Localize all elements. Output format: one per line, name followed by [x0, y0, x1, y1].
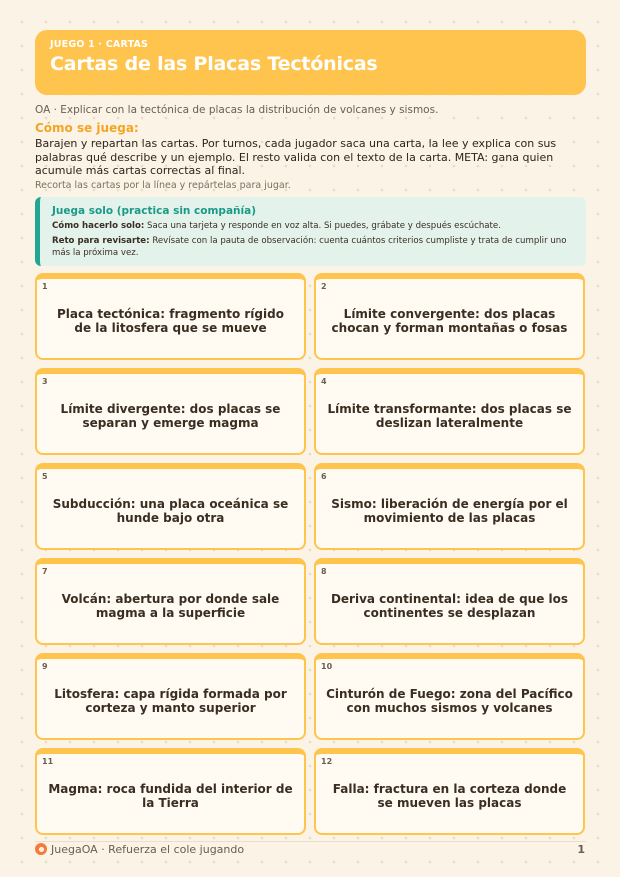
card-number: 3: [42, 377, 48, 386]
card-text: Límite convergente: dos placas chocan y forman montañas o fosas: [331, 306, 568, 335]
circle-logo-icon: [35, 843, 47, 855]
cut-note: Recorta las cartas por la línea y repártelas para jugar.: [35, 180, 291, 191]
title-banner: [35, 30, 586, 95]
card: [314, 273, 585, 360]
card-text: Deriva continental: idea de que los continentes se desplazan: [330, 591, 569, 620]
solo-play-box: [35, 197, 586, 266]
card: [314, 463, 585, 550]
card: [314, 368, 585, 455]
solo-how: [52, 220, 574, 232]
learning-objective: OA · Explicar con la tectónica de placas la distribución de volcanes y sismos.: [35, 104, 439, 116]
game-rules: Barajen y repartan las cartas. Por turnos, cada jugador saca una carta, la lee y explica con sus palabras qué describe y un ejemplo. El resto valida con el texto de la carta. META: gana quien acumule más cartas correctas al final.: [35, 137, 557, 177]
card: [35, 463, 306, 550]
card-number: 8: [321, 567, 327, 576]
card-number: 5: [42, 472, 48, 481]
card-number: 4: [321, 377, 327, 386]
solo-how-text: Saca una tarjeta y responde en voz alta. Si puedes, grábate y después escúchate.: [147, 221, 501, 231]
card-text: Magma: roca fundida del interior de la Tierra: [48, 781, 293, 810]
card-text: Volcán: abertura por donde sale magma a la superficie: [61, 591, 280, 620]
card: [35, 368, 306, 455]
card: [314, 748, 585, 835]
solo-title: Juega solo (practica sin compañía): [52, 205, 256, 217]
card: [35, 558, 306, 645]
solo-review-label: Reto para revisarte:: [52, 236, 150, 246]
card-text: Placa tectónica: fragmento rígido de la litosfera que se mueve: [57, 306, 284, 335]
page-title: Cartas de las Placas Tectónicas: [50, 53, 378, 75]
card-number: 6: [321, 472, 327, 481]
card-text: Límite transformante: dos placas se deslizan lateralmente: [327, 401, 572, 430]
footer-divider: [35, 841, 586, 842]
card: [35, 653, 306, 740]
footer-brand: JuegaOA · Refuerza el cole jugando: [51, 843, 245, 856]
card-text: Litosfera: capa rígida formada por corteza y manto superior: [54, 686, 287, 715]
card-number: 2: [321, 282, 327, 291]
card: [35, 748, 306, 835]
card: [314, 558, 585, 645]
solo-review: [52, 235, 574, 259]
card-text: Cinturón de Fuego: zona del Pacífico con muchos sismos y volcanes: [326, 686, 573, 715]
card-number: 12: [321, 757, 333, 766]
card-number: 9: [42, 662, 48, 671]
game-kicker: JUEGO 1 · CARTAS: [50, 39, 149, 50]
card-text: Subducción: una placa oceánica se hunde bajo otra: [52, 496, 289, 525]
solo-how-label: Cómo hacerlo solo:: [52, 221, 145, 231]
card-number: 7: [42, 567, 48, 576]
card-number: 11: [42, 757, 54, 766]
card-text: Falla: fractura en la corteza donde se mueven las placas: [332, 781, 567, 810]
solo-review-text: Revísate con la pauta de observación: cuenta cuántos criterios cumpliste y trata de cumplir uno más la próxima vez.: [52, 236, 567, 258]
howto-heading: Cómo se juega:: [35, 121, 139, 135]
card: [35, 273, 306, 360]
card-text: Límite divergente: dos placas se separan y emerge magma: [60, 401, 281, 430]
card: [314, 653, 585, 740]
card-number: 1: [42, 282, 48, 291]
card-number: 10: [321, 662, 333, 671]
page-number: 1: [577, 843, 585, 856]
card-text: Sismo: liberación de energía por el movimiento de las placas: [331, 496, 568, 525]
